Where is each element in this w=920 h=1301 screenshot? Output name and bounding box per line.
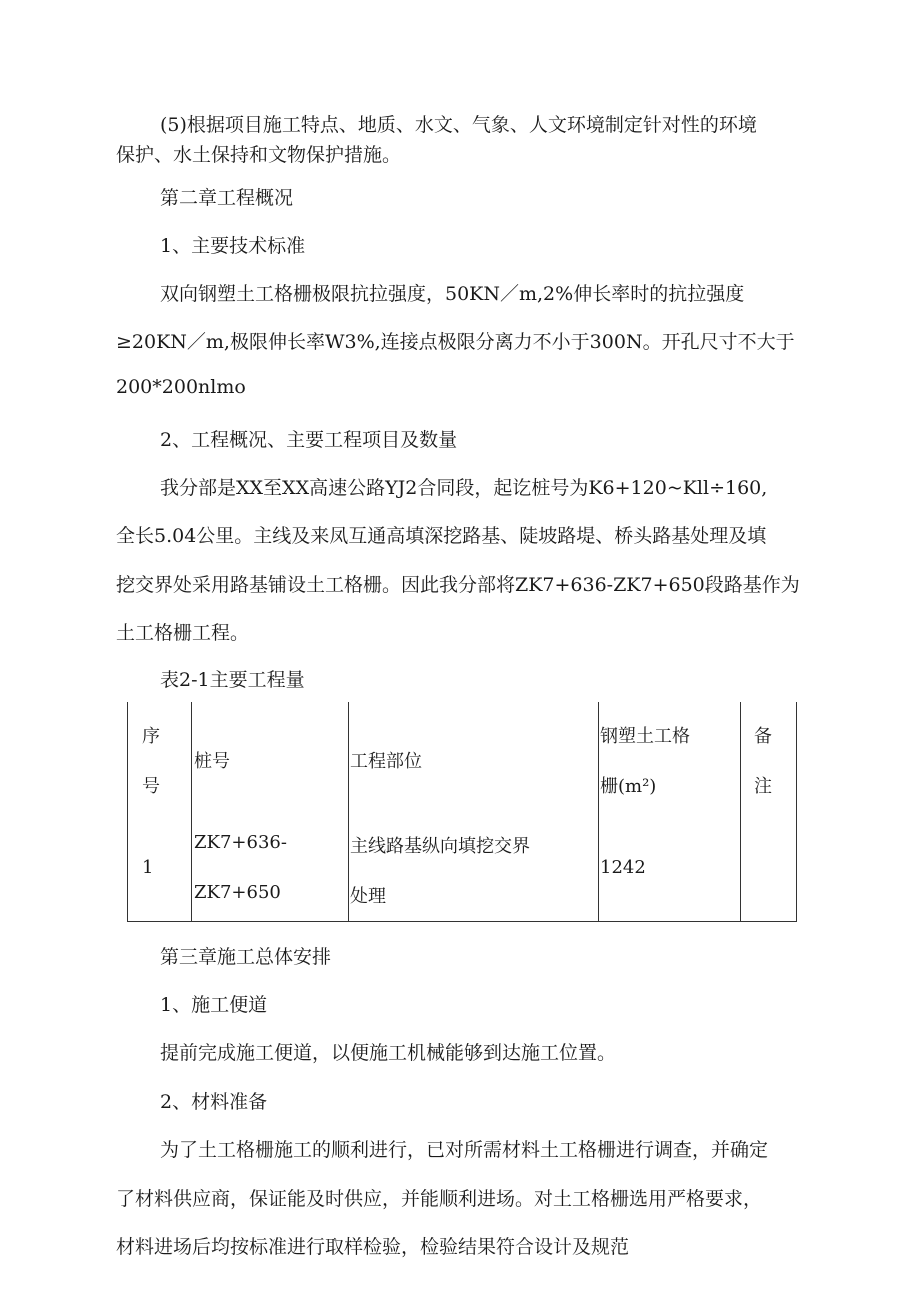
paragraph-line: 全长5.04公里。主线及来凤互通高填深挖路基、陡坡路堤、桥头路基处理及填 bbox=[116, 525, 767, 547]
table-divider bbox=[191, 702, 192, 921]
chapter-2-title: 第二章工程概况 bbox=[160, 187, 294, 209]
chapter-3-title: 第三章施工总体安排 bbox=[160, 946, 332, 968]
paragraph-line: 提前完成施工便道，以便施工机械能够到达施工位置。 bbox=[160, 1042, 617, 1064]
table-header-seq: 号 bbox=[142, 776, 160, 797]
paragraph-line: 为了土工格栅施工的顺利进行，已对所需材料土工格栅进行调查，并确定 bbox=[160, 1139, 769, 1161]
table-header-seq: 序 bbox=[142, 726, 160, 747]
table-caption: 表2-1主要工程量 bbox=[160, 669, 305, 691]
section-heading: 1、施工便道 bbox=[160, 994, 268, 1016]
table-header-quantity: 钢塑土工格 bbox=[600, 726, 690, 747]
table-cell-location: 处理 bbox=[350, 886, 386, 907]
section-heading: 1、主要技术标准 bbox=[160, 235, 306, 257]
table-cell-seq: 1 bbox=[142, 857, 154, 878]
table-divider bbox=[740, 702, 741, 921]
paragraph-line: 材料进场后均按标准进行取样检验，检验结果符合设计及规范 bbox=[116, 1236, 630, 1258]
paragraph-line: 挖交界处采用路基铺设土工格栅。因此我分部将ZK7+636-ZK7+650段路基作为 bbox=[116, 574, 800, 596]
table-header-note: 注 bbox=[754, 776, 772, 797]
table-header-quantity: 栅(m²) bbox=[600, 776, 657, 797]
quantity-table bbox=[127, 702, 797, 922]
paragraph-line: 双向钢塑土工格栅极限抗拉强度，50KN／m,2%伸长率时的抗拉强度 bbox=[160, 283, 745, 305]
table-cell-quantity: 1242 bbox=[600, 857, 646, 878]
paragraph-line: 土工格栅工程。 bbox=[116, 622, 250, 644]
table-cell-location: 主线路基纵向填挖交界 bbox=[350, 836, 530, 857]
table-header-note: 备 bbox=[754, 726, 772, 747]
intro-line-2: 保护、水土保持和文物保护措施。 bbox=[116, 144, 402, 166]
paragraph-line: 了材料供应商，保证能及时供应，并能顺利进场。对土工格栅选用严格要求， bbox=[116, 1188, 763, 1210]
intro-line-1: (5)根据项目施工特点、地质、水文、气象、人文环境制定针对性的环境 bbox=[160, 114, 757, 136]
section-heading: 2、材料准备 bbox=[160, 1091, 268, 1113]
paragraph-line: ≥20KN／m,极限伸长率W3%,连接点极限分离力不小于300N。开孔尺寸不大于 bbox=[116, 331, 795, 353]
paragraph-line: 我分部是XX至XX高速公路YJ2合同段，起讫桩号为K6+120~Kll÷160, bbox=[160, 477, 768, 499]
section-heading: 2、工程概况、主要工程项目及数量 bbox=[160, 429, 458, 451]
table-divider bbox=[348, 702, 349, 921]
paragraph-line: 200*200nlmo bbox=[116, 376, 246, 398]
table-header-station: 桩号 bbox=[194, 751, 230, 772]
table-cell-station: ZK7+636- bbox=[194, 832, 287, 853]
table-header-location: 工程部位 bbox=[350, 751, 422, 772]
table-cell-station: ZK7+650 bbox=[194, 882, 281, 903]
table-divider bbox=[598, 702, 599, 921]
